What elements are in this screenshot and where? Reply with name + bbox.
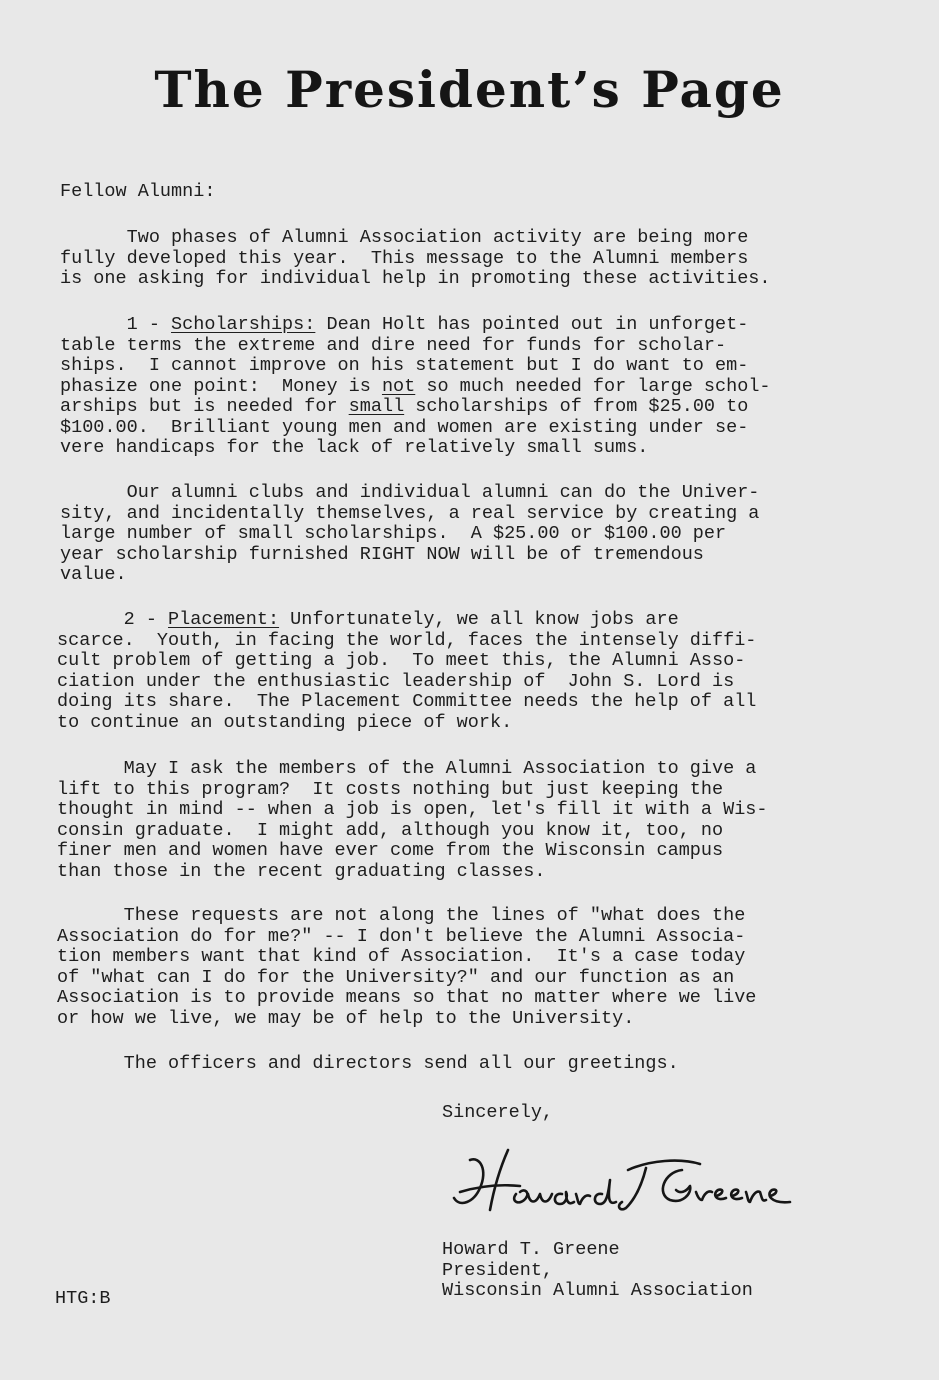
- paragraph-line: scarce. Youth, in facing the world, faces the intensely diffi-: [57, 629, 757, 651]
- paragraph-line: [60, 397, 771, 418]
- paragraph-line: lift to this program? It costs nothing but just keeping the: [57, 778, 724, 800]
- handwritten-signature: [450, 1140, 795, 1230]
- item-number: 2 -: [57, 609, 169, 630]
- paragraph-line: ciation under the enthusiastic leadership of John S. Lord is: [57, 670, 735, 692]
- paragraph-line: or how we live, we may be of help to the University.: [57, 1007, 635, 1029]
- line-text: arships but is needed for: [60, 396, 349, 417]
- paragraph-requests: [57, 906, 756, 1029]
- paragraph-line: tion members want that kind of Association. It's a case today: [57, 946, 746, 967]
- paragraph-greetings: The officers and directors send all our greetings.: [57, 1053, 679, 1074]
- paragraph-line: to continue an outstanding piece of work.: [57, 711, 513, 733]
- signer-block: [442, 1240, 753, 1302]
- paragraph-line: [60, 377, 771, 398]
- paragraph-intro: [60, 228, 771, 290]
- line-text: scholarships of from $25.00 to: [404, 396, 749, 417]
- paragraph-line: May I ask the members of the Alumni Association to give a: [57, 758, 757, 779]
- paragraph-line: vere handicaps for the lack of relatively small sums.: [60, 437, 649, 458]
- paragraph-scholarships: [60, 315, 771, 459]
- paragraph-line: Association do for me?" -- I don't believe the Alumni Associa-: [57, 925, 746, 947]
- section-heading-placement: Placement:: [168, 609, 280, 630]
- paragraph-line: Association is to provide means so that no matter where we live: [57, 987, 757, 1008]
- paragraph-line: is one asking for individual help in promoting these activities.: [60, 268, 771, 289]
- paragraph-line: finer men and women have ever come from the Wisconsin campus: [57, 840, 724, 861]
- signer-organization: Wisconsin Alumni Association: [442, 1280, 753, 1301]
- signer-title: President,: [442, 1259, 554, 1281]
- line-text: so much needed for large schol-: [415, 375, 771, 397]
- paragraph-line: of "what can I do for the University?" and our function as an: [57, 966, 735, 988]
- paragraph-line: value.: [60, 564, 127, 585]
- paragraph-line: Two phases of Alumni Association activity are being more: [60, 227, 749, 248]
- paragraph-line: cult problem of getting a job. To meet this, the Alumni Asso-: [57, 650, 746, 671]
- paragraph-line: consin graduate. I might add, although you know it, too, no: [57, 819, 724, 841]
- paragraph-line: thought in mind -- when a job is open, let's fill it with a Wis-: [57, 799, 768, 820]
- item-number: 1 -: [60, 314, 172, 335]
- paragraph-line: sity, and incidentally themselves, a real service by creating a: [60, 502, 760, 524]
- paragraph-program-request: [57, 759, 768, 882]
- paragraph-line: table terms the extreme and dire need for funds for scholar-: [60, 334, 727, 356]
- salutation: Fellow Alumni:: [60, 181, 216, 202]
- paragraph-line: These requests are not along the lines of "what does the: [57, 905, 746, 926]
- paragraph-line: [57, 610, 756, 631]
- paragraph-line: fully developed this year. This message to the Alumni members: [60, 247, 749, 269]
- paragraph-line: than those in the recent graduating classes.: [57, 860, 546, 882]
- section-heading-scholarships: Scholarships:: [171, 314, 316, 335]
- paragraph-line: large number of small scholarships. A $25.00 or $100.00 per: [60, 523, 727, 544]
- paragraph-line: [60, 315, 771, 336]
- emphasis-not: not: [381, 375, 416, 397]
- line-text: Unfortunately, we all know jobs are: [279, 609, 679, 630]
- paragraph-alumni-clubs: [60, 483, 759, 586]
- page-title: The President’s Page: [154, 60, 785, 119]
- emphasis-small: small: [348, 396, 405, 417]
- closing: Sincerely,: [442, 1102, 554, 1123]
- paragraph-line: Our alumni clubs and individual alumni can do the Univer-: [60, 482, 760, 503]
- paragraph-line: ships. I cannot improve on his statement but I do want to em-: [60, 355, 749, 376]
- reference-initials: HTG:B: [55, 1288, 111, 1309]
- line-text: phasize one point: Money is: [60, 375, 382, 397]
- paragraph-line: doing its share. The Placement Committee needs the help of all: [57, 691, 757, 712]
- line-text: Dean Holt has pointed out in unforget-: [315, 314, 749, 335]
- paragraph-line: year scholarship furnished RIGHT NOW will be of tremendous: [60, 543, 704, 565]
- paragraph-placement: [57, 610, 756, 733]
- signer-name: Howard T. Greene: [442, 1239, 620, 1260]
- paragraph-line: $100.00. Brilliant young men and women are existing under se-: [60, 416, 749, 438]
